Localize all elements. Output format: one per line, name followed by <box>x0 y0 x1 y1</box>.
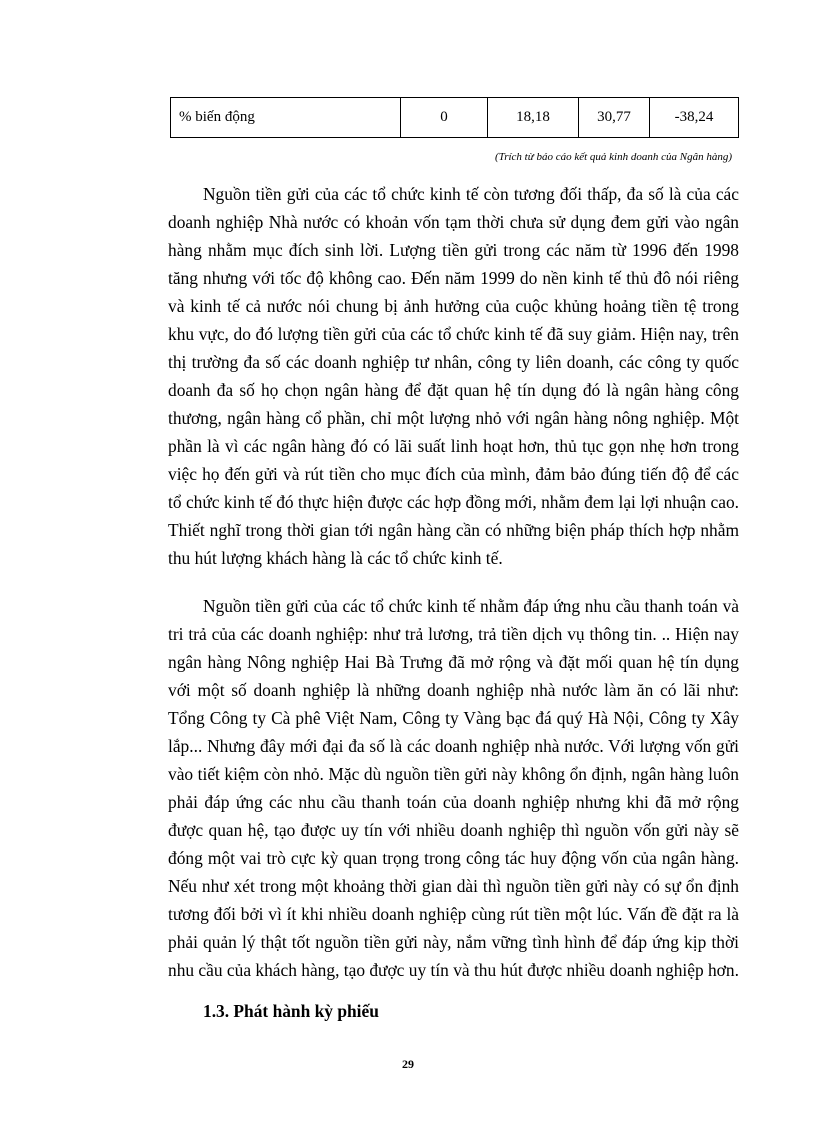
table-source-note: (Trích từ báo cáo kết quả kinh doanh của Ngân hàng) <box>495 151 732 163</box>
table-cell: 18,18 <box>488 98 579 138</box>
row-label: % biến động <box>171 98 401 138</box>
table-cell: 30,77 <box>579 98 650 138</box>
body-paragraph: Nguồn tiền gửi của các tổ chức kinh tế còn tương đối thấp, đa số là của các doanh nghiệp Nhà nước có khoản vốn tạm thời chưa sử dụng đem gửi vào ngân hàng nhằm mục đích sinh lời. Lượng tiền gửi trong các năm từ 1996 đến 1998 tăng nhưng với tốc độ không cao. Đến năm 1999 do nền kinh tế thủ đô nói riêng và kinh tế cả nước nói chung bị ảnh hưởng của cuộc khủng hoảng tiền tệ trong khu vực, do đó lượng tiền gửi của các tổ chức kinh tế đã suy giảm. Hiện nay, trên thị trường đa số các doanh nghiệp tư nhân, công ty liên doanh, các công ty quốc doanh đa số họ chọn ngân hàng để đặt quan hệ tín dụng đó là ngân hàng công thương, ngân hàng cổ phần, chỉ một lượng nhỏ với ngân hàng nông nghiệp. Một phần là vì các ngân hàng đó có lãi suất linh hoạt hơn, thủ tục gọn nhẹ hơn trong việc họ đến gửi và rút tiền cho mục đích của mình, đảm bảo đúng tiến độ để các tổ chức kinh tế đó thực hiện được các hợp đồng mới, nhằm đem lại lợi nhuận cao. Thiết nghĩ trong thời gian tới ngân hàng cần có những biện pháp thích hợp nhằm thu hút lượng khách hàng là các tổ chức kinh tế. <box>168 184 739 568</box>
page-number: 29 <box>402 1057 414 1071</box>
variation-table <box>170 97 739 138</box>
body-paragraph: Nguồn tiền gửi của các tổ chức kinh tế nhằm đáp ứng nhu cầu thanh toán và tri trả của các doanh nghiệp: như trả lương, trả tiền dịch vụ thông tin. .. Hiện nay ngân hàng Nông nghiệp Hai Bà Trưng đã mở rộng và đặt mối quan hệ tín dụng với một số doanh nghiệp là những doanh nghiệp nhà nước làm ăn có lãi như: Tổng Công ty Cà phê Việt Nam, Công ty Vàng bạc đá quý Hà Nội, Công ty Xây lắp... Nhưng đây mới đại đa số là các doanh nghiệp nhà nước. Với lượng vốn gửi vào tiết kiệm còn nhỏ. Mặc dù nguồn tiền gửi này không ổn định, ngân hàng luôn phải đáp ứng các nhu cầu thanh toán của doanh nghiệp nhưng khi đã mở rộng được quan hệ, tạo được uy tín với nhiều doanh nghiệp thì nguồn vốn gửi này sẽ đóng một vai trò cực kỳ quan trọng trong công tác huy động vốn của ngân hàng. Nếu như xét trong một khoảng thời gian dài thì nguồn tiền gửi này có sự ổn định tương đối bởi vì ít khi nhiều doanh nghiệp cùng rút tiền một lúc. Vấn đề đặt ra là phải quản lý thật tốt nguồn tiền gửi này, nắm vững tình hình để đáp ứng kịp thời nhu cầu của khách hàng, tạo được uy tín và thu hút được nhiều doanh nghiệp hơn. <box>168 596 739 980</box>
table-row <box>171 98 739 138</box>
section-heading: 1.3. Phát hành kỳ phiếu <box>203 1001 379 1021</box>
table-cell: 0 <box>401 98 488 138</box>
table-cell: -38,24 <box>650 98 739 138</box>
